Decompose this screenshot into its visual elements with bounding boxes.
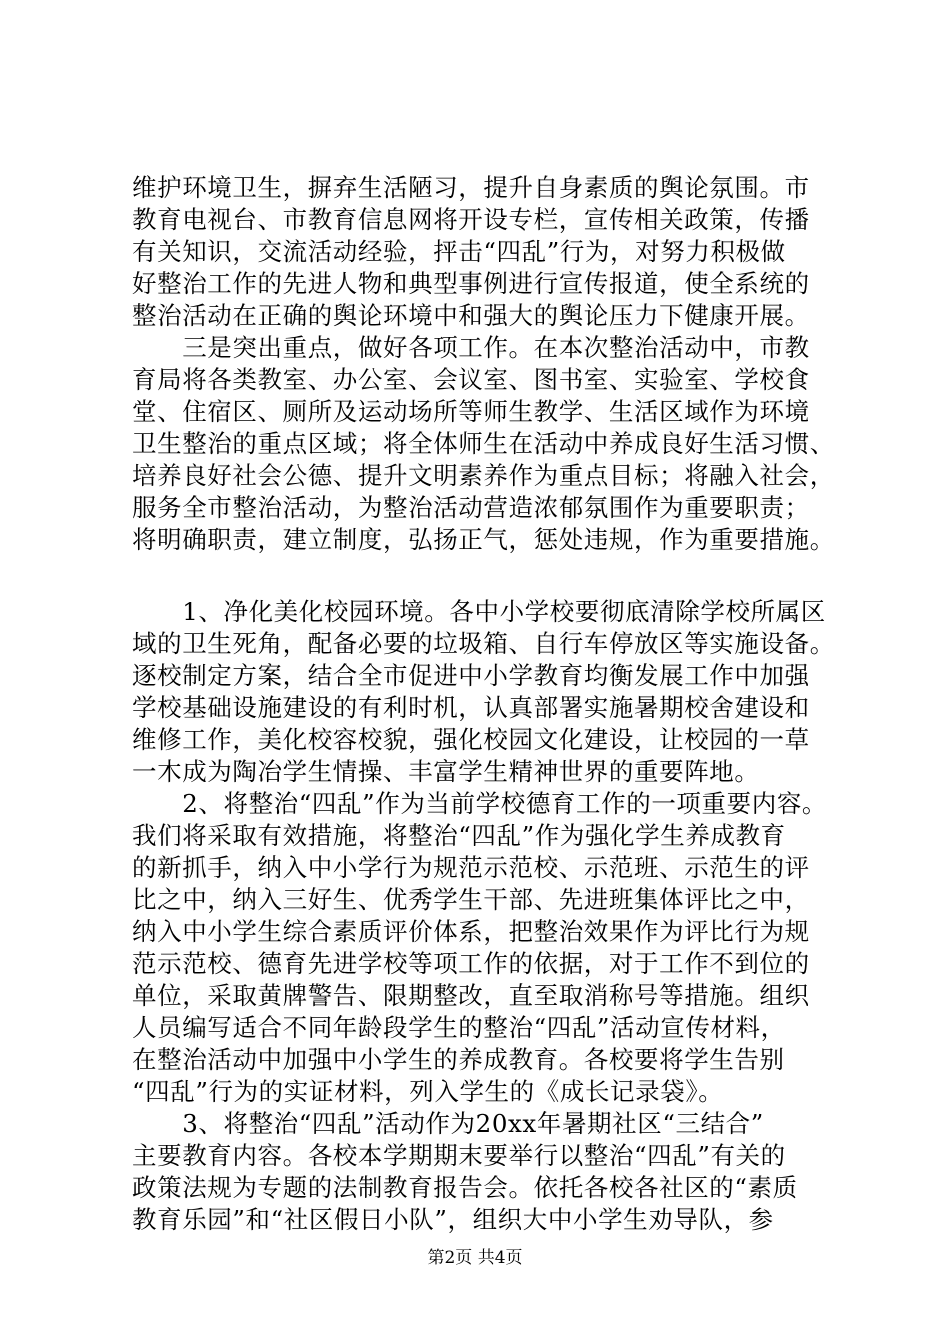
text-line: 好整治工作的先进人物和典型事例进行宣传报道，使全系统的 xyxy=(132,269,810,298)
text-line: 堂、住宿区、厕所及运动场所等师生教学、生活区域作为环境 xyxy=(132,397,810,426)
text-line: 学校基础设施建设的有利时机，认真部署实施暑期校舍建设和 xyxy=(132,693,810,722)
text-line: 范示范校、德育先进学校等项工作的依据，对于工作不到位的 xyxy=(132,949,810,978)
text-line: 三是突出重点，做好各项工作。在本次整治活动中，市教 xyxy=(132,333,810,362)
text-line: 1、净化美化校园环境。各中小学校要彻底清除学校所属区 xyxy=(132,597,826,626)
text-line: 2、将整治“四乱”作为当前学校德育工作的一项重要内容。 xyxy=(132,789,828,818)
paragraph xyxy=(132,172,832,332)
text-line: 域的卫生死角，配备必要的垃圾箱、自行车停放区等实施设备。 xyxy=(132,629,835,658)
text-line: 的新抓手，纳入中小学行为规范示范校、示范班、示范生的评 xyxy=(132,853,810,882)
text-line: 教育乐园”和“社区假日小队”，组织大中小学生劝导队，参 xyxy=(132,1205,774,1234)
text-line: 教育电视台、市教育信息网将开设专栏，宣传相关政策，传播 xyxy=(132,205,810,234)
text-line: 单位，采取黄牌警告、限期整改，直至取消称号等措施。组织 xyxy=(132,981,810,1010)
paragraph xyxy=(132,596,835,788)
text-line: 比之中，纳入三好生、优秀学生干部、先进班集体评比之中， xyxy=(132,885,810,914)
text-line: 3、将整治“四乱”活动作为20xx年暑期社区“三结合” xyxy=(132,1109,764,1138)
text-line: 维护环境卫生，摒弃生活陋习，提升自身素质的舆论氛围。市 xyxy=(132,173,810,202)
text-line: 维修工作，美化校容校貌，强化校园文化建设，让校园的一草 xyxy=(132,725,810,754)
paragraph xyxy=(132,788,832,1108)
page-number-footer: 第2页 共4页 xyxy=(427,1248,523,1268)
text-line: 整治活动在正确的舆论环境中和强大的舆论压力下健康开展。 xyxy=(132,301,810,330)
text-line: 一木成为陶冶学生情操、丰富学生精神世界的重要阵地。 xyxy=(132,757,760,786)
text-line: 将明确职责，建立制度，弘扬正气，惩处违规，作为重要措施。 xyxy=(132,525,835,554)
text-line: 培养良好社会公德、提升文明素养作为重点目标；将融入社会， xyxy=(132,461,835,490)
text-line: 卫生整治的重点区域；将全体师生在活动中养成良好生活习惯、 xyxy=(132,429,835,458)
text-line: 在整治活动中加强中小学生的养成教育。各校要将学生告别 xyxy=(132,1045,785,1074)
text-line: 有关知识，交流活动经验，抨击“四乱”行为，对努力积极做 xyxy=(132,237,786,266)
document-body xyxy=(132,172,835,1236)
text-line: 服务全市整治活动，为整治活动营造浓郁氛围作为重要职责； xyxy=(132,493,810,522)
text-line: 我们将采取有效措施，将整治“四乱”作为强化学生养成教育 xyxy=(132,821,786,850)
text-line: 政策法规为专题的法制教育报告会。依托各校各社区的“素质 xyxy=(132,1173,798,1202)
paragraph-gap xyxy=(132,556,832,596)
paragraph xyxy=(132,1108,832,1236)
text-line: 逐校制定方案，结合全市促进中小学教育均衡发展工作中加强 xyxy=(132,661,810,690)
text-line: “四乱”行为的实证材料，列入学生的《成长记录袋》。 xyxy=(132,1077,724,1106)
paragraph xyxy=(132,332,835,556)
text-line: 育局将各类教室、办公室、会议室、图书室、实验室、学校食 xyxy=(132,365,810,394)
text-line: 主要教育内容。各校本学期期末要举行以整治“四乱”有关的 xyxy=(132,1141,786,1170)
text-line: 纳入中小学生综合素质评价体系，把整治效果作为评比行为规 xyxy=(132,917,810,946)
text-line: 人员编写适合不同年龄段学生的整治“四乱”活动宣传材料， xyxy=(132,1013,786,1042)
